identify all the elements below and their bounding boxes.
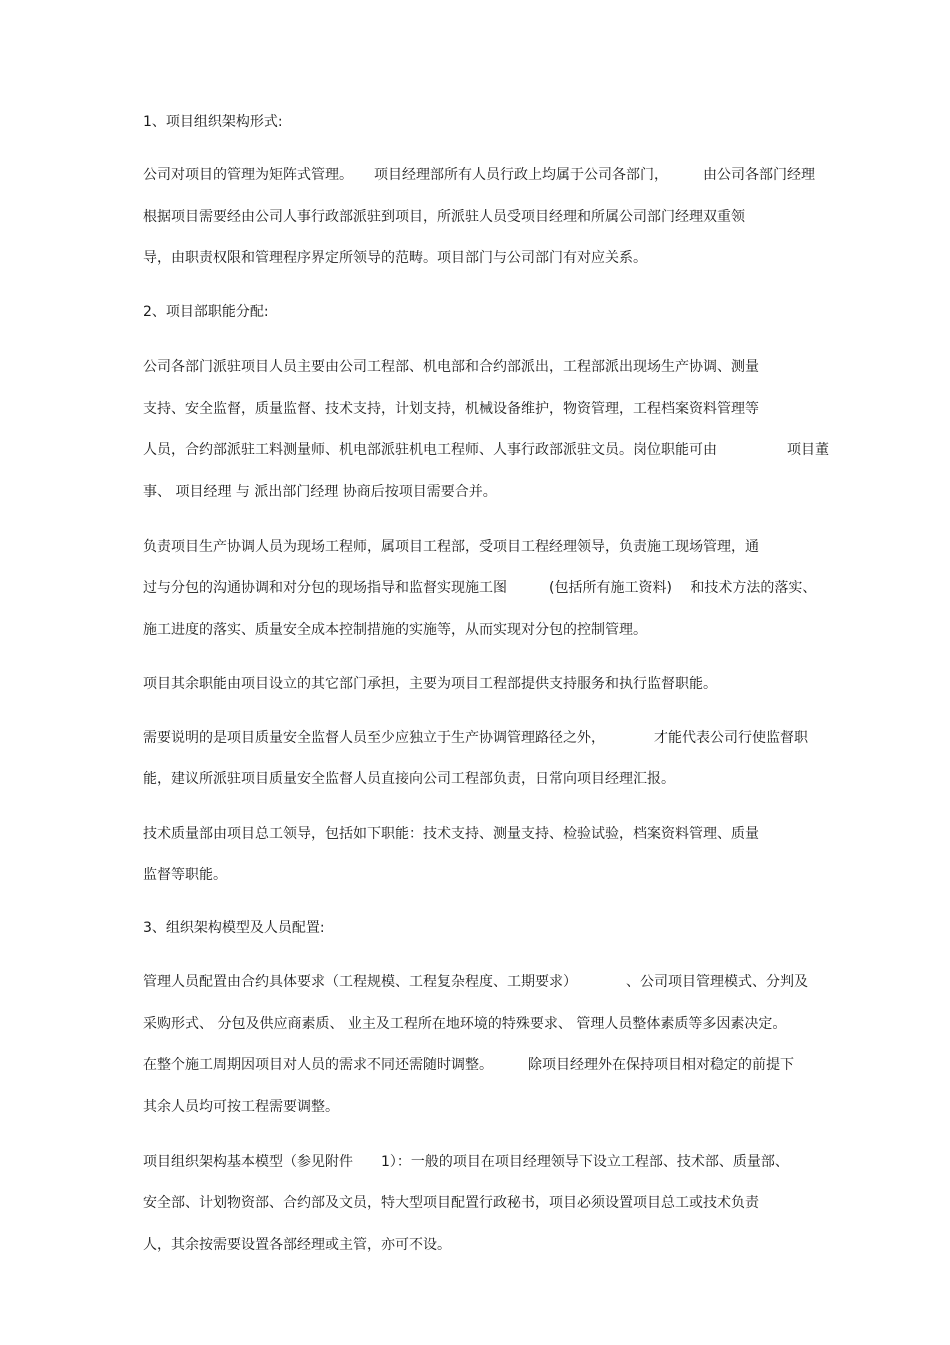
paragraph-line: 安全部、计划物资部、合约部及文员，特大型项目配置行政秘书，项目必须设置项目总工或技术负责 [143, 1195, 759, 1211]
paragraph-line: 监督等职能。 [143, 867, 227, 883]
paragraph-line: 人，其余按需要设置各部经理或主管，亦可不设。 [143, 1237, 451, 1253]
paragraph-line: 导，由职责权限和管理程序界定所领导的范畴。项目部门与公司部门有对应关系。 [143, 250, 647, 266]
paragraph-line: 采购形式、 分包及供应商素质、 业主及工程所在地环境的特殊要求、 管理人员整体素质等多因素决定。 [143, 1016, 787, 1032]
paragraph-line: 能，建议所派驻项目质量安全监督人员直接向公司工程部负责，日常向项目经理汇报。 [143, 771, 675, 787]
paragraph-line: 公司各部门派驻项目人员主要由公司工程部、机电部和合约部派出，工程部派出现场生产协调、测量 [143, 359, 759, 375]
paragraph-line: 事、 项目经理 与 派出部门经理 协商后按项目需要合并。 [143, 484, 497, 500]
paragraph-line: 施工进度的落实、质量安全成本控制措施的实施等，从而实现对分包的控制管理。 [143, 622, 647, 638]
paragraph-line: 在整个施工周期因项目对人员的需求不同还需随时调整。 除项目经理外在保持项目相对稳定的前提下 [143, 1057, 794, 1073]
section-heading-1: 1、项目组织架构形式: [143, 114, 283, 130]
paragraph-line: 技术质量部由项目总工领导，包括如下职能：技术支持、测量支持、检验试验，档案资料管理、质量 [143, 826, 759, 842]
paragraph-line: 过与分包的沟通协调和对分包的现场指导和监督实现施工图 (包括所有施工资料) 和技术方法的落实、 [143, 580, 817, 596]
paragraph-line: 负责项目生产协调人员为现场工程师，属项目工程部，受项目工程经理领导，负责施工现场管理，通 [143, 539, 759, 555]
paragraph-line: 其余人员均可按工程需要调整。 [143, 1099, 339, 1115]
paragraph-line: 人员，合约部派驻工料测量师、机电部派驻机电工程师、人事行政部派驻文员。岗位职能可由 项目董 [143, 442, 829, 458]
paragraph-line: 项目组织架构基本模型（参见附件 1）：一般的项目在项目经理领导下设立工程部、技术部、质量部、 [143, 1154, 789, 1170]
paragraph-line: 需要说明的是项目质量安全监督人员至少应独立于生产协调管理路径之外， 才能代表公司行使监督职 [143, 730, 808, 746]
paragraph-line: 支持、安全监督，质量监督、技术支持，计划支持，机械设备维护，物资管理，工程档案资料管理等 [143, 401, 759, 417]
paragraph-line: 项目其余职能由项目设立的其它部门承担，主要为项目工程部提供支持服务和执行监督职能。 [143, 676, 717, 692]
section-heading-2: 2、项目部职能分配: [143, 304, 269, 320]
section-heading-3: 3、组织架构模型及人员配置: [143, 920, 325, 936]
paragraph-line: 根据项目需要经由公司人事行政部派驻到项目，所派驻人员受项目经理和所属公司部门经理双重领 [143, 209, 745, 225]
paragraph-line: 公司对项目的管理为矩阵式管理。 项目经理部所有人员行政上均属于公司各部门， 由公司各部门经理 [143, 167, 815, 183]
paragraph-line: 管理人员配置由合约具体要求（工程规模、工程复杂程度、工期要求） 、公司项目管理模式、分判及 [143, 974, 808, 990]
